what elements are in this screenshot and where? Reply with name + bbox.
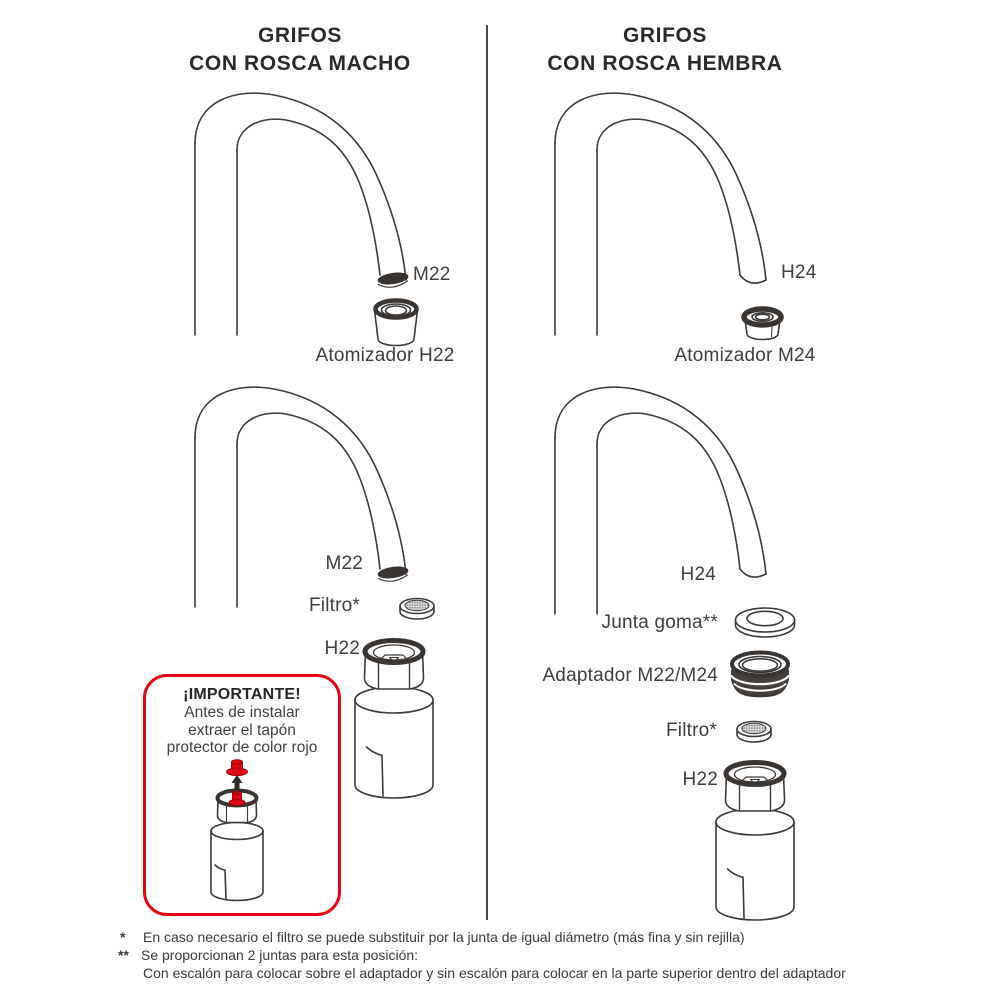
filter-label-left: Filtro* xyxy=(308,595,360,616)
thread-label-m22-top: M22 xyxy=(413,264,451,285)
female-thread-tip-icon xyxy=(740,275,766,283)
faucet-drawing-top-left xyxy=(195,93,409,335)
thread-label-h24-bottom: H24 xyxy=(680,564,716,585)
body-label-h22-right: H22 xyxy=(682,769,718,790)
body-label-h22-left: H22 xyxy=(324,638,360,659)
footnote-3-text: Con escalón para colocar sobre el adaptador y sin escalón para colocar en la parte superior dentro del adaptador xyxy=(143,965,846,981)
female-thread-tip-icon xyxy=(740,569,766,577)
aerator-h22-icon xyxy=(375,301,418,346)
filter-label-right: Filtro* xyxy=(665,720,717,741)
footnote-3 xyxy=(143,965,846,981)
part-label-atomizador-m24: Atomizador M24 xyxy=(674,345,816,366)
footnote-1 xyxy=(120,929,745,945)
footnote-2-text: Se proporcionan 2 juntas para esta posición: xyxy=(141,947,419,963)
body-h22-icon-right xyxy=(716,763,794,921)
body-h22-icon-left xyxy=(355,641,433,799)
important-text-line1: Antes de instalar xyxy=(184,704,300,721)
left-title-line2: CON ROSCA MACHO xyxy=(189,52,411,75)
filter-icon-right xyxy=(737,722,771,743)
filter-icon-left xyxy=(400,599,434,620)
aerator-m24-icon xyxy=(744,309,781,340)
important-warning-box xyxy=(143,674,341,916)
footnote-1-marker: * xyxy=(120,929,126,945)
rubber-gasket-icon xyxy=(736,608,795,637)
gasket-label: Junta goma** xyxy=(601,612,718,633)
faucet-drawing-top-right xyxy=(555,93,766,335)
thread-label-h24-top: H24 xyxy=(781,262,817,283)
footnote-2 xyxy=(118,947,418,963)
adapter-label: Adaptador M22/M24 xyxy=(542,665,718,686)
male-thread-tip-icon xyxy=(377,565,409,582)
male-thread-tip-icon xyxy=(377,271,409,288)
right-title-line2: CON ROSCA HEMBRA xyxy=(547,52,783,75)
footnote-2-marker: ** xyxy=(118,947,129,963)
left-title-line1: GRIFOS xyxy=(257,24,343,47)
right-title-line1: GRIFOS xyxy=(622,24,708,47)
part-label-atomizador-h22: Atomizador H22 xyxy=(315,345,455,366)
important-text-line3: protector de color rojo xyxy=(166,739,318,756)
adapter-icon xyxy=(732,653,789,697)
important-title: ¡IMPORTANTE! xyxy=(183,686,301,703)
thread-label-m22-bottom: M22 xyxy=(325,553,363,574)
footnote-1-text: En caso necesario el filtro se puede substituir por la junta de igual diámetro (más fina y sin rejilla) xyxy=(143,929,745,945)
important-text-line2: extraer el tapón xyxy=(188,721,296,739)
